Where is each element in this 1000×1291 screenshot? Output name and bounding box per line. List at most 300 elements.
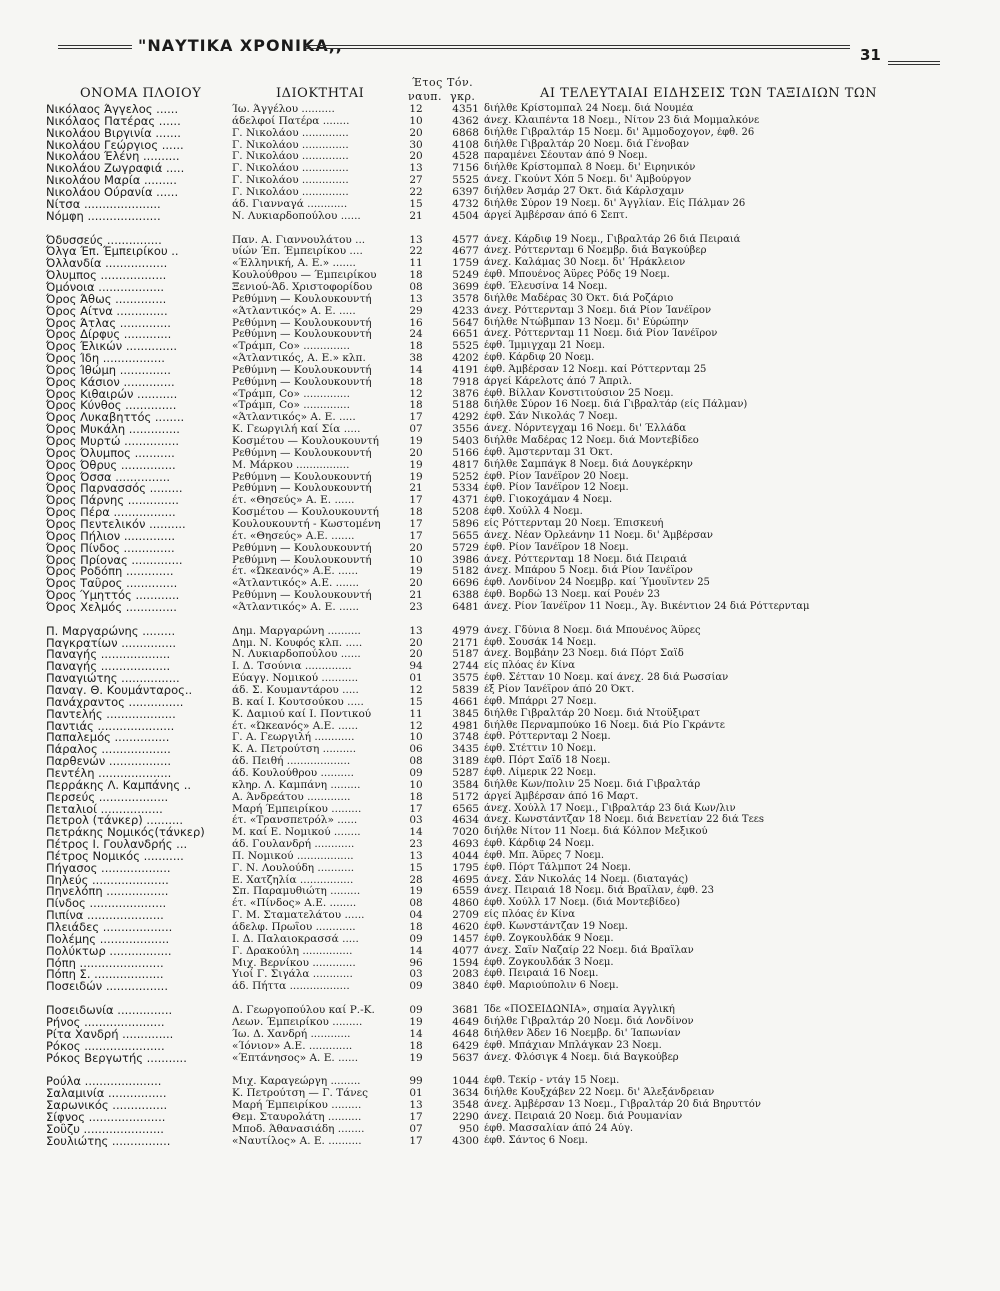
table-row (0, 162, 1000, 174)
build-year: 18 (409, 269, 423, 281)
build-year: 14 (409, 826, 423, 839)
gross-tonnage: 6868 (452, 126, 479, 139)
column-header-news: ΑΙ ΤΕΛΕΥΤΑΙΑΙ ΕΙΔΗΣΕΙΣ ΤΩΝ ΤΑΞΙΔΙΩΝ ΤΩΝ (540, 86, 878, 101)
voyage-news: έφθ. Ρίον Ίανέϊρον 12 Νοεμ. (484, 482, 629, 494)
ship-owner: έτ. «Τρανσπετρόλ» ...... (232, 814, 358, 827)
ship-owner: «Ναυτίλος» Α. Ε. .......... (232, 1134, 362, 1147)
table-row (0, 1111, 1000, 1123)
build-year: 13 (409, 162, 423, 175)
ship-owner: Δημ. Μαργαρώνη .......... (232, 624, 361, 637)
table-row (0, 103, 1000, 115)
ship-name: Όρος Λυκαβηττός ........ (46, 411, 185, 424)
build-year: 19 (409, 1051, 423, 1064)
gross-tonnage: 3681 (452, 1004, 479, 1017)
table-row (0, 589, 1000, 601)
ship-name: Πετράκης Νομικός(τάνκερ) (46, 826, 205, 839)
ship-name: Περσεύς ................... (46, 790, 169, 803)
build-year: 18 (409, 1039, 423, 1052)
table-row (0, 803, 1000, 815)
table-row (0, 115, 1000, 127)
ship-name: Ποσειδών ................. (46, 980, 168, 993)
ship-name: Όρος Παρνασσός ......... (46, 482, 183, 495)
ship-name: Όλυμπος .................. (46, 269, 167, 281)
ship-owner: «Τράμπ, Co» .............. (232, 399, 350, 412)
table-row (0, 245, 1000, 257)
ship-owner: «Έπτάνησος» Α. Ε. ...... (232, 1051, 359, 1064)
table-row (0, 139, 1000, 151)
voyage-news: είς Ρόττερνταμ 20 Νοεμ. Έπισκευή (484, 517, 664, 529)
ship-owner: Γ. Δρακούλη ............... (232, 944, 353, 957)
table-row (0, 1040, 1000, 1052)
table-row (0, 577, 1000, 589)
voyage-news: έξ Ρίον Ίανέϊρον άπό 20 Όκτ. (484, 684, 635, 695)
ship-owner: άδελφ. Πρωΐου ............ (232, 921, 356, 933)
voyage-news: έφθ. Ζογκουλδάκ 3 Νοεμ. (484, 956, 614, 968)
voyage-news: διήλθε Γιβραλτάρ 20 Νοεμ. διά Γένοβαν (484, 138, 690, 150)
ship-name: Παναγής ................... (46, 648, 171, 661)
gross-tonnage: 3556 (452, 423, 479, 436)
ship-owner: Ν. Λυκιαρδοπούλου ...... (232, 209, 361, 222)
gross-tonnage: 5208 (452, 506, 479, 519)
table-row (0, 471, 1000, 483)
gross-tonnage: 4300 (452, 1134, 479, 1147)
ship-owner: Θεμ. Σταυρολάτη .......... (232, 1110, 362, 1123)
ship-owner: Κουλούθρου — Έμπειρίκου (232, 269, 377, 281)
gross-tonnage: 5188 (452, 399, 479, 412)
gross-tonnage: 2290 (452, 1110, 479, 1123)
gross-tonnage: 7918 (452, 375, 479, 388)
ship-owner: έτ. «Ώκεανός» Α.Ε. ...... (232, 565, 359, 578)
table-row (0, 269, 1000, 281)
ship-name: Πήγασος ................... (46, 861, 171, 874)
table-row (0, 388, 1000, 400)
voyage-news: έφθ. Άμβέρσαν 12 Νοεμ. καί Ρόττερνταμ 25 (484, 363, 707, 375)
gross-tonnage: 5166 (452, 446, 479, 459)
voyage-news: έφθ. Μπουένος Άϋρες Ρόδς 19 Νοεμ. (484, 269, 670, 280)
ship-name: Πίνδος ..................... (46, 897, 167, 910)
ship-owner: Ρεθύμνη — Κουλουκουντή (232, 446, 372, 459)
table-row (0, 1075, 1000, 1087)
voyage-news: έφθ. Πόρτ Σαΐδ 18 Νοεμ. (484, 755, 611, 767)
ship-name: Πλειάδες ................... (46, 921, 173, 933)
build-year: 21 (409, 589, 423, 601)
ship-name: Παναγιώτης ................ (46, 672, 180, 685)
build-year: 38 (409, 352, 423, 364)
build-year: 99 (409, 1075, 423, 1088)
gross-tonnage: 2744 (452, 660, 479, 673)
ship-name: Πηλεύς ..................... (46, 873, 169, 886)
ship-owner: Κουλουκουντή - Κωστομένη (232, 517, 381, 530)
table-row (0, 601, 1000, 613)
header-rule-middle (305, 45, 850, 49)
table-row (0, 921, 1000, 933)
gross-tonnage: 1594 (452, 956, 479, 969)
voyage-news: έφθ. Κάρδιφ 20 Νοεμ. (484, 352, 595, 363)
ship-name: Όρος Πρίονας .............. (46, 553, 183, 566)
gross-tonnage: 5334 (452, 482, 479, 495)
voyage-news: έφθ. Μπάχιαν Μπλάγκαν 23 Νοεμ. (484, 1039, 662, 1051)
ship-owner: Ρεθύμνη — Κουλουκουντή (232, 541, 372, 554)
table-row (0, 435, 1000, 447)
build-year: 19 (409, 458, 423, 471)
voyage-news: έφθ. Μασσαλίαν άπό 24 Αύγ. (484, 1122, 634, 1134)
ship-owner: άδ. Γιανναγά ............ (232, 197, 348, 210)
gross-tonnage: 5287 (452, 766, 479, 779)
gross-tonnage: 4648 (452, 1027, 479, 1040)
ship-name: Παπαλεμός ............... (46, 731, 170, 744)
build-year: 21 (409, 482, 423, 495)
voyage-news: άνεχ. Ρόττερνταμ 3 Νοεμ. διά Ρίον Ίανέϊρον (484, 304, 712, 316)
build-year: 15 (409, 695, 423, 708)
gross-tonnage: 5896 (452, 517, 479, 530)
table-row (0, 945, 1000, 957)
ship-owner: Μιχ. Βερνίκου ............. (232, 956, 356, 969)
ship-name: Σουλιώτης ................ (46, 1134, 171, 1147)
gross-tonnage: 4233 (452, 304, 479, 317)
gross-tonnage: 5252 (452, 470, 479, 483)
gross-tonnage: 4077 (452, 944, 479, 957)
gross-tonnage: 5729 (452, 541, 479, 554)
gross-tonnage: 950 (458, 1122, 479, 1135)
ship-name: Πολέμης ................... (46, 932, 170, 945)
gross-tonnage: 5249 (452, 269, 479, 281)
ship-owner: Ρεθύμνη — Κουλουκουντή (232, 553, 372, 566)
voyage-news: άνεχ. Χούλλ 17 Νοεμ., Γιβραλτάρ 23 διά Κων/λιν (484, 802, 736, 814)
ship-owner: Ξενιού-Άδ. Χριστοφορίδου (232, 280, 373, 293)
ship-owner: Π. Νομικού ................. (232, 849, 354, 862)
ship-owner: Δημ. Ν. Κουφός κλπ. ..... (232, 636, 363, 649)
table-row (0, 554, 1000, 566)
ship-owner: «Τράμπ, Co» .............. (232, 387, 350, 400)
ship-owner: Μποδ. Άθανασιάδη ........ (232, 1122, 365, 1135)
table-row (0, 150, 1000, 162)
column-header-tons-bottom: γκρ. (450, 90, 476, 103)
table-row (0, 720, 1000, 732)
table-row (0, 340, 1000, 352)
ship-name: Όρος Πάρνης .............. (46, 494, 179, 507)
ship-owner: Μ. καί Ε. Νομικού ........ (232, 826, 361, 839)
table-row (0, 530, 1000, 542)
build-year: 10 (409, 114, 423, 127)
gross-tonnage: 1044 (452, 1075, 479, 1088)
build-year: 18 (409, 506, 423, 519)
ship-owner: Ίω. Δ. Χανδρή ............ (232, 1027, 351, 1040)
build-year: 18 (409, 340, 423, 353)
build-year: 17 (409, 517, 423, 530)
voyage-news: διήλθε Κρίστομπαλ 24 Νοεμ. διά Νουμέα (484, 103, 694, 114)
voyage-news: έφθ. Σάντος 6 Νοεμ. (484, 1134, 588, 1146)
build-year: 17 (409, 411, 423, 424)
table-row (0, 198, 1000, 210)
voyage-news: έφθ. Στέττιν 10 Νοεμ. (484, 743, 597, 755)
build-year: 03 (409, 968, 423, 981)
voyage-news: έφθ. Χούλλ 17 Νοεμ. (διά Μοντεβίδεο) (484, 897, 680, 909)
voyage-news: έφθ. Κάρδιφ 24 Νοεμ. (484, 838, 595, 849)
voyage-news: άνεχ. Κάρδιφ 19 Νοεμ., Γιβραλτάρ 26 διά Πειραιά (484, 233, 741, 245)
ship-name: Όλγα Έπ. Έμπειρίκου .. (46, 245, 179, 258)
ship-name: Όρος Έλικών .............. (46, 340, 178, 353)
ship-owner: άδ. Γουλανδρή ............ (232, 838, 355, 850)
build-year: 09 (409, 766, 423, 779)
table-row (0, 423, 1000, 435)
gross-tonnage: 4979 (452, 624, 479, 637)
table-row (0, 1123, 1000, 1135)
ship-owner: «Άτλαντικός» Α. Ε. ..... (232, 411, 356, 424)
gross-tonnage: 4817 (452, 458, 479, 471)
gross-tonnage: 2709 (452, 909, 479, 922)
ship-name: Ρούλα ..................... (46, 1075, 162, 1088)
gross-tonnage: 4620 (452, 921, 479, 933)
build-year: 09 (409, 932, 423, 945)
table-row (0, 755, 1000, 767)
gross-tonnage: 4661 (452, 695, 479, 708)
voyage-news: έφθ. Βίλλαν Κονστιτούσιον 25 Νοεμ. (484, 387, 674, 399)
table-row (0, 980, 1000, 992)
table-row (0, 743, 1000, 755)
ship-owner: Γ. Ν. Λουλούδη ........... (232, 861, 355, 874)
gross-tonnage: 5839 (452, 684, 479, 696)
ship-name: Όρος Δίρφυς ............. (46, 328, 172, 341)
voyage-news: διήλθε Σαμπάγκ 8 Νοεμ. διά Δουγκέρκην (484, 458, 693, 470)
gross-tonnage: 7156 (452, 162, 479, 175)
ship-name: Ρόκος ...................... (46, 1039, 165, 1052)
table-row (0, 317, 1000, 329)
table-row (0, 968, 1000, 980)
gross-tonnage: 5403 (452, 435, 479, 447)
table-row (0, 660, 1000, 672)
ship-owner: Ρεθύμνη — Κουλουκουντή (232, 363, 372, 376)
table-row (0, 411, 1000, 423)
build-year: 13 (409, 292, 423, 305)
ship-owner: υίών Έπ. Έμπειρίκου .... (232, 245, 363, 258)
ship-owner: Κ. Δαμιού καί Ι. Ποντικού (232, 707, 372, 720)
build-year: 11 (409, 707, 423, 720)
ship-name: Νικολάου Ούρανία ...... (46, 185, 179, 198)
header-rule-right (888, 61, 940, 65)
ship-owner: Κοσμέτου — Κουλουκουντή (232, 506, 379, 519)
ship-owner: άδ. Σ. Κουμαντάρου ..... (232, 684, 359, 696)
ship-name: Νικόλαος Άγγελος ...... (46, 103, 179, 115)
gross-tonnage: 4362 (452, 114, 479, 127)
column-header-ship: ΟΝΟΜΑ ΠΛΟΙΟΥ (80, 86, 202, 101)
voyage-news: άνεχ. Σαΐν Ναζαίρ 22 Νοεμ. διά Βραΐλαν (484, 944, 694, 956)
ship-owner: Ε. Χατζηλία ................ (232, 873, 354, 886)
ship-owner: «Άτλαντικός» Α.Ε. ....... (232, 577, 360, 590)
ship-owner: Γ. Νικολάου .............. (232, 185, 349, 198)
ship-name: Περράκης Λ. Καμπάνης .. (46, 778, 192, 791)
journal-title: "ΝΑΥΤΙΚΑ ΧΡΟΝΙΚΑ,, (138, 36, 343, 55)
voyage-news: άνεχ. Ρίον Ίανέϊρον 11 Νοεμ., Άγ. Βικέντιον 24 διά Ρόττερνταμ (484, 600, 810, 612)
ship-name: Παντελής ................... (46, 707, 176, 720)
ship-owner: έτ. «Θησεύς» Α. Ε. ...... (232, 494, 355, 507)
ship-owner: έτ. «Πίνδος» Α.Ε. ........ (232, 897, 357, 910)
column-header-owners: ΙΔΙΟΚΤΗΤΑΙ (276, 86, 365, 101)
build-year: 12 (409, 719, 423, 732)
voyage-news: έφθ. Μπάρρι 27 Νοεμ. (484, 695, 597, 707)
voyage-news: έφθ. Πειραιά 16 Νοεμ. (484, 968, 599, 980)
table-row (0, 565, 1000, 577)
table-row (0, 1016, 1000, 1028)
ship-name: Όρος Όλυμπος ........... (46, 446, 175, 459)
build-year: 24 (409, 328, 423, 341)
voyage-news: άργεί Κάρελοτς άπό 7 Άπριλ. (484, 375, 633, 387)
ship-owner: Γ. Νικολάου .............. (232, 138, 349, 151)
build-year: 12 (409, 387, 423, 400)
voyage-news: έφθ. Σέτταν 10 Νοεμ. καί άνεχ. 28 διά Ρωσσίαν (484, 672, 729, 684)
table-row (0, 767, 1000, 779)
ship-name: Σίφνος ..................... (46, 1110, 166, 1123)
build-year: 10 (409, 553, 423, 566)
ship-name: Πόπη Σ. ................... (46, 968, 164, 981)
build-year: 08 (409, 755, 423, 768)
voyage-news: άνεχ. Ρόττερνταμ 6 Νοεμβρ. διά Βαγκούβερ (484, 245, 707, 257)
table-row (0, 127, 1000, 139)
ship-name: Όλλανδία ................. (46, 257, 168, 270)
ship-owner: Ι. Δ. Παλαιοκρασσά ..... (232, 932, 359, 945)
gross-tonnage: 6696 (452, 577, 479, 590)
voyage-news: άνεχ. Γκούντ Χόπ 5 Νοεμ. δι' Άμβούργον (484, 174, 692, 186)
build-year: 14 (409, 1027, 423, 1040)
build-year: 18 (409, 921, 423, 933)
ship-name: Πάραλος ................... (46, 743, 171, 756)
ship-owner: Ρεθύμνη — Κουλουκουντή (232, 482, 372, 495)
ship-owner: «Τράμπ, Co» .............. (232, 340, 350, 353)
ship-name: Παγκρατίων ............... (46, 636, 177, 649)
gross-tonnage: 4860 (452, 897, 479, 910)
table-row (0, 506, 1000, 518)
ship-name: Όρος Ροδόπη ............. (46, 565, 174, 578)
gross-tonnage: 5525 (452, 174, 479, 187)
gross-tonnage: 4677 (452, 245, 479, 258)
table-row (0, 637, 1000, 649)
gross-tonnage: 4292 (452, 411, 479, 424)
table-row (0, 352, 1000, 364)
ship-name: Παναγής ................... (46, 660, 171, 673)
voyage-news: άνεχ. Βομβάην 23 Νοεμ. διά Πόρτ Σαΐδ (484, 648, 684, 660)
ship-name: Ποσειδωνία ............... (46, 1004, 173, 1017)
ship-name: Νικολάου Μαρία ......... (46, 174, 177, 187)
ship-owner: Ρεθύμνη — Κουλουκουντή (232, 292, 372, 305)
voyage-news: άργεί Άμβέρσαν άπό 16 Μαρτ. (484, 790, 639, 802)
ship-owner: άδελφοί Πατέρα ........ (232, 114, 350, 127)
voyage-news: διήλθε Νίτον 11 Νοεμ. διά Κόλπον Μεξικού (484, 826, 708, 838)
gross-tonnage: 7020 (452, 826, 479, 839)
table-row (0, 933, 1000, 945)
gross-tonnage: 1457 (452, 932, 479, 945)
ship-name: Όρος Μυρτώ ............... (46, 435, 180, 447)
ship-name: Ρήνος ...................... (46, 1015, 165, 1028)
table-row (0, 518, 1000, 530)
ship-owner: «Άτλαντικός, Α. Ε.» κλπ. (232, 352, 366, 364)
ship-name: Νόμφη .................... (46, 209, 161, 222)
build-year: 22 (409, 245, 423, 258)
table-row (0, 1135, 1000, 1147)
voyage-news: έφθ. Άμστερνταμ 31 Όκτ. (484, 446, 613, 458)
gross-tonnage: 3584 (452, 778, 479, 791)
ship-name: Πετρολ (τάνκερ) .......... (46, 814, 183, 827)
ship-name: Όρος Όθρυς ............... (46, 458, 176, 471)
voyage-news: διήλθε Μαδέρας 12 Νοεμ. διά Μοντεβίδεο (484, 435, 699, 446)
voyage-news: έφθ. Ρίον Ίανέϊρον 20 Νοεμ. (484, 470, 629, 482)
build-year: 20 (409, 150, 423, 163)
voyage-news: άνεχ. Νόρντεγχαμ 16 Νοεμ. δι' Έλλάδα (484, 423, 687, 435)
column-header-year-top: Έτος (412, 76, 443, 89)
gross-tonnage: 4528 (452, 150, 479, 163)
ship-name: Όρος Άτλας .............. (46, 316, 171, 329)
build-year: 07 (409, 423, 423, 436)
ship-name: Νικολάου Βιργινία ....... (46, 126, 181, 139)
build-year: 20 (409, 126, 423, 139)
table-row (0, 399, 1000, 411)
gross-tonnage: 6559 (452, 885, 479, 898)
voyage-news: έφθ. Πόρτ Τάλμποτ 24 Νοεμ. (484, 861, 631, 873)
ship-owner: Εύαγγ. Νομικού ........... (232, 672, 359, 685)
build-year: 09 (409, 1004, 423, 1017)
voyage-news: έφθ. Ρίον Ίανέϊρον 18 Νοεμ. (484, 541, 629, 553)
ship-name: Όμόνοια .................. (46, 280, 165, 293)
table-row (0, 281, 1000, 293)
build-year: 18 (409, 375, 423, 388)
header-rule-left (58, 45, 132, 49)
ship-name: Π. Μαργαρώνης ......... (46, 624, 176, 637)
voyage-news: διήλθε Κρίστομπαλ 8 Νοεμ. δι' Ειρηνικόν (484, 162, 696, 174)
ship-owner: Κοσμέτου — Κουλουκουντή (232, 435, 379, 447)
build-year: 17 (409, 802, 423, 815)
ship-owner: άδ. Κουλούθρου .......... (232, 766, 354, 779)
ship-owner: Κ. Πετρούτση — Γ. Τάνες (232, 1087, 369, 1100)
gross-tonnage: 4044 (452, 849, 479, 862)
table-row (0, 364, 1000, 376)
voyage-news: άνεχ. Γδύνια 8 Νοεμ. διά Μπουένος Άϋρες (484, 624, 701, 636)
ship-name: Παρθενών ................. (46, 755, 172, 768)
ship-name: Ρόκος Βεργωτής ........... (46, 1051, 187, 1064)
table-row (0, 672, 1000, 684)
gross-tonnage: 1759 (452, 257, 479, 270)
build-year: 30 (409, 138, 423, 151)
build-year: 10 (409, 731, 423, 744)
table-row (0, 542, 1000, 554)
voyage-news: είς πλόας έν Κίνα (484, 660, 576, 672)
build-year: 12 (409, 684, 423, 696)
ship-name: Όρος Όσσα ............... (46, 470, 171, 483)
ship-name: Όρος Ίδη ................. (46, 352, 165, 364)
build-year: 14 (409, 363, 423, 376)
voyage-news: παραμένει Σέουταν άπό 9 Νοεμ. (484, 150, 648, 162)
table-row (0, 708, 1000, 720)
voyage-news: έφθ. Σουσάκ 14 Νοεμ. (484, 636, 597, 648)
voyage-news: διήλθε Γιβραλτάρ 15 Νοεμ. δι' Άμμοδοχογον, έφθ. 26 (484, 126, 755, 138)
ship-owner: Β. καί Ι. Κουτσούκου ..... (232, 695, 364, 708)
voyage-news: άνεχ. Νέαν Όρλεάνην 11 Νοεμ. δι' Άμβέρσαν (484, 529, 714, 541)
build-year: 16 (409, 316, 423, 329)
gross-tonnage: 5525 (452, 340, 479, 353)
ship-name: Νικόλαος Πατέρας ...... (46, 114, 181, 127)
table-row (0, 874, 1000, 886)
ship-owner: Ίω. Άγγέλου .......... (232, 103, 335, 115)
ship-owner: άδ. Πήττα .................. (232, 980, 350, 993)
ship-owner: Υιοί Γ. Σιγάλα ............ (232, 968, 353, 981)
gross-tonnage: 4981 (452, 719, 479, 732)
voyage-news: διήλθε Κουξχάβεν 22 Νοεμ. δι' Άλεξάνδρειαν (484, 1087, 715, 1099)
gross-tonnage: 6397 (452, 185, 479, 198)
voyage-news: διήλθεν Άδεν 16 Νοεμβρ. δι' Ίαπωνίαν (484, 1027, 681, 1039)
table-row (0, 648, 1000, 660)
ship-owner: «Έλληνική, Α. Ε.» ....... (232, 257, 356, 270)
ship-owner: Παν. Α. Γιαννουλάτου ... (232, 233, 366, 246)
table-row (0, 305, 1000, 317)
ship-owner: Ι. Δ. Τσούνια .............. (232, 660, 352, 673)
gross-tonnage: 3699 (452, 280, 479, 293)
